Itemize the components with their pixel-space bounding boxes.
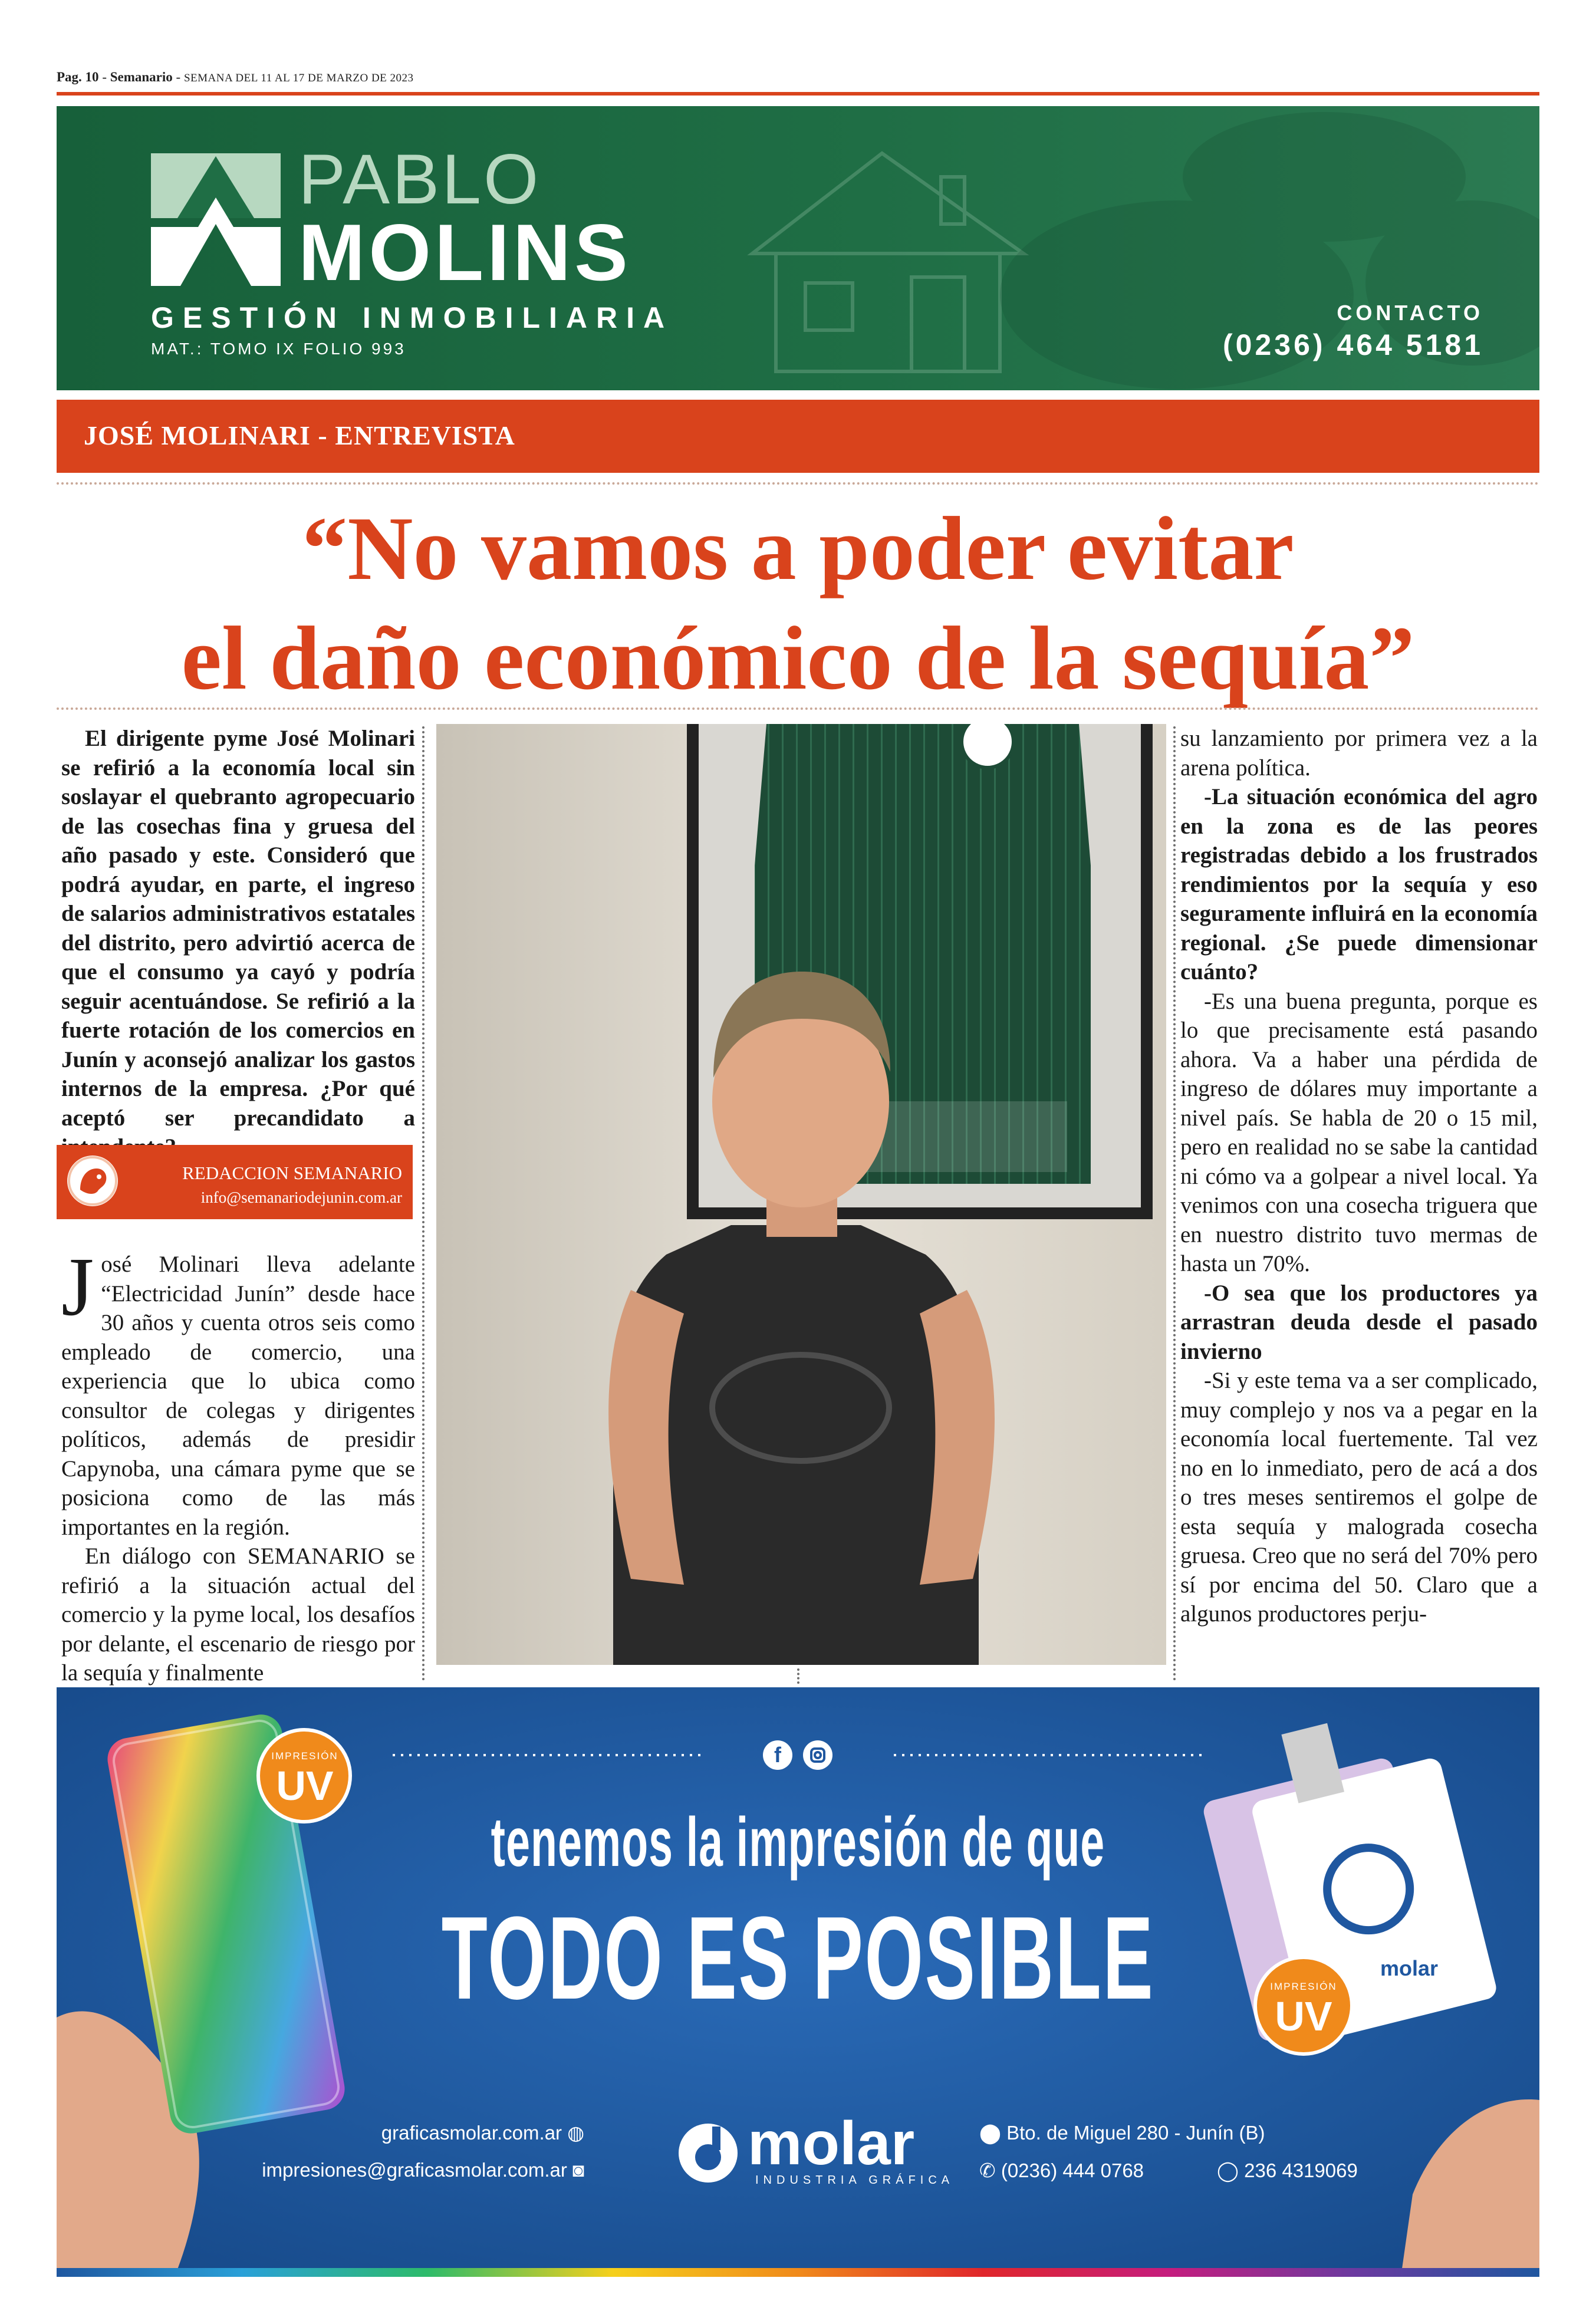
website-link[interactable]	[381, 2121, 584, 2144]
byline-name: REDACCION SEMANARIO	[182, 1163, 402, 1183]
running-head-sep: -	[176, 70, 181, 84]
address-text: Bto. de Miguel 280 - Junín (B)	[1006, 2122, 1265, 2144]
top-advertisement[interactable]	[57, 106, 1539, 390]
interview-question: -La situación económica del agro en la zona es de las peores registradas debido a los frustrados rendimientos por la sequía y eso seguramente influirá en la economía regional. ¿Se puede dimensionar cuánto?	[1180, 784, 1538, 985]
ad-slogan-line-2: TODO ES POSIBLE	[441, 1892, 1155, 2024]
lead-paragraph: El dirigente pyme José Molinari se refirió a la economía local sin soslayar el quebranto agropecuario de las cosechas fina y gruesa del año pasado y este. Consideró que podrá ayudar, en parte, el ingreso de salarios administrativos estatales del distrito, pero advirtió acerca de que el consumo ya cayó y podría seguir acentuándose. Se refirió a la fuerte rotación de los comercios en Junín y aconsejó analizar los gastos internos de la empresa. ¿Por qué aceptó ser precandidato a	[61, 726, 415, 1131]
newspaper-mascot-icon	[67, 1156, 118, 1206]
whatsapp-icon: ◯	[1217, 2160, 1239, 2181]
column-left-body	[61, 1240, 415, 1688]
location-pin-icon: ⬤	[979, 2122, 1001, 2144]
byline-email[interactable]: info@semanariodejunin.com.ar	[200, 1189, 402, 1206]
brand-tagline: GESTIÓN INMOBILIARIA	[151, 301, 674, 334]
brand-line-pablo: PABLO	[298, 140, 541, 219]
column-divider	[422, 726, 424, 1681]
molar-brand: molar	[748, 2109, 915, 2178]
rainbow-strip	[57, 2268, 1539, 2277]
molar-brand-subtitle: INDUSTRIA GRÁFICA	[755, 2174, 955, 2187]
globe-icon: ◍	[567, 2122, 584, 2144]
email-link[interactable]	[262, 2159, 584, 2181]
bottom-advertisement[interactable]	[57, 1687, 1539, 2277]
website-text[interactable]: graficasmolar.com.ar	[381, 2122, 562, 2144]
headline-line-2: el daño económico de la sequía”	[181, 608, 1415, 709]
ad-slogan-line-1: tenemos la impresión de que	[491, 1803, 1105, 1881]
uv-badge-big: UV	[1275, 1993, 1332, 2039]
instagram-icon[interactable]	[803, 1740, 832, 1770]
molar-logo-icon	[676, 2121, 741, 2185]
uv-badge-small: IMPRESIÓN	[271, 1750, 338, 1762]
page-number: Pag. 10	[57, 70, 99, 84]
headline	[57, 494, 1539, 713]
address	[979, 2121, 1265, 2144]
card-brand: molar	[1380, 1956, 1439, 1980]
headline-line-1: “No vamos a poder evitar	[302, 499, 1294, 599]
section-label: JOSÉ MOLINARI - ENTREVISTA	[84, 420, 515, 450]
body-paragraph: En diálogo con SEMANARIO se refirió a la situación actual del comercio y la pyme local, los desafíos por delante, el escenario de riesgo por la sequía y finalmente	[61, 1543, 415, 1686]
running-head-sep: -	[102, 70, 107, 84]
uv-badge-small: IMPRESIÓN	[1270, 1981, 1337, 1992]
contact-label: CONTACTO	[1337, 301, 1483, 325]
pablo-molins-logo-icon	[151, 153, 281, 289]
facebook-icon[interactable]: f	[763, 1740, 792, 1770]
phone-icon: ✆	[979, 2160, 996, 2181]
phone-text[interactable]: (0236) 444 0768	[1001, 2160, 1144, 2181]
interview-answer: -Es una buena pregunta, porque es lo que precisamente está pasando ahora. Va a haber una pérdida de ingreso de dólares muy importante a nivel país. Se habla de 20 o 15 mil, pero en realidad no se sabe la cantidad ni cómo va a golpear a nivel local. Ya venimos con una cosecha triguera que en nuestro distrito tuvo mermas de hasta un 70%.	[1180, 988, 1538, 1276]
header-rule	[57, 92, 1539, 96]
column-right	[1180, 724, 1538, 1629]
drop-cap: J	[61, 1240, 94, 1333]
interview-answer: -Si y este tema va a ser complicado, muy complejo y nos va a pegar en la economía local fuertemente. Tal vez no en lo inmediato, pero de acá a dos o tres meses sentiremos el golpe de esta sequía y malograda cosecha gruesa. Creo que no será del 70% pero sí por encima del 50. Claro que a algunos productores perju-	[1180, 1368, 1538, 1627]
phone[interactable]	[979, 2159, 1144, 2182]
body-paragraph: osé Molinari lleva adelante “Electricidad Junín” desde hace 30 años y cuenta otros seis como empleado de comercio, una experiencia que lo ubica como consultor de colegas y dirigentes políticos, además de presidir Capynoba, una cámara pyme que se posiciona como de las más importantes en la región.	[61, 1252, 415, 1540]
interview-photo	[436, 724, 1166, 1665]
whatsapp-text[interactable]: 236 4319069	[1244, 2160, 1358, 2181]
contact-phone[interactable]: (0236) 464 5181	[1223, 328, 1483, 361]
divider	[57, 482, 1539, 485]
mail-icon: ◙	[572, 2159, 584, 2181]
registration-number: MAT.: TOMO IX FOLIO 993	[151, 340, 406, 358]
brand-line-molins: MOLINS	[298, 208, 631, 297]
email-text[interactable]: impresiones@graficasmolar.com.ar	[262, 2159, 567, 2181]
column-divider	[797, 1668, 799, 1684]
column-divider	[1173, 726, 1176, 1681]
byline-box	[57, 1145, 413, 1219]
uv-badge-big: UV	[276, 1763, 334, 1809]
divider	[57, 707, 1539, 710]
issue-date: SEMANA DEL 11 AL 17 DE MARZO DE 2023	[183, 72, 414, 84]
interview-question: -O sea que los productores ya arrastran deuda desde el pasado invierno	[1180, 1280, 1538, 1364]
paper-name: Semanario	[110, 70, 173, 84]
portrait-illustration	[436, 724, 1166, 1665]
running-head	[57, 70, 414, 85]
column-left	[61, 724, 415, 1162]
body-paragraph: su lanzamiento por primera vez a la arena política.	[1180, 726, 1538, 781]
whatsapp[interactable]	[1217, 2159, 1358, 2182]
